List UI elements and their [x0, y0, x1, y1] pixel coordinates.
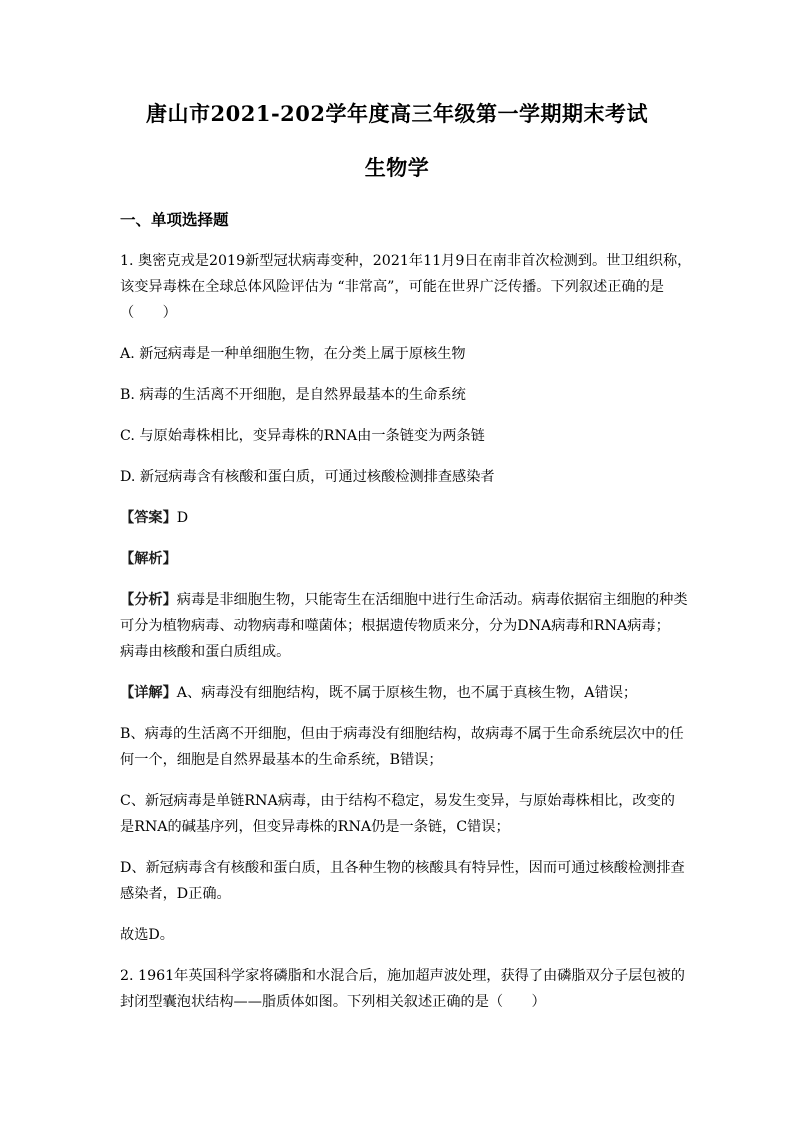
xiangjie-text-a: A、病毒没有细胞结构，既不属于原核生物，也不属于真核生物，A错误；: [176, 685, 638, 701]
q2-stem-line-1: 2. 1961年英国科学家将磷脂和水混合后，施加超声波处理，获得了由磷脂双分子层包被的: [120, 968, 685, 984]
exam-title: 唐山市2021-202学年度高三年级第一学期期末考试: [146, 101, 648, 126]
q1-option-d: D. 新冠病毒含有核酸和蛋白质，可通过核酸检测排查感染者: [120, 469, 495, 485]
q1-conclusion: 故选D。: [120, 927, 174, 943]
q1-option-b: B. 病毒的生活离不开细胞，是自然界最基本的生命系统: [120, 387, 466, 403]
xiangjie-tag: 【详解】: [120, 685, 177, 701]
fenxi-text-1: 病毒是非细胞生物，只能寄生在活细胞中进行生命活动。病毒依据宿主细胞的种类: [176, 592, 688, 608]
fenxi-line-3: 病毒由核酸和蛋白质组成。: [120, 644, 291, 660]
q1-answer: [120, 508, 188, 528]
q1-option-a: A. 新冠病毒是一种单细胞生物，在分类上属于原核生物: [120, 346, 466, 362]
answer-value: D: [176, 510, 189, 526]
q2-stem-line-2: 封闭型囊泡状结构——脂质体如图。下列相关叙述正确的是（ ）: [120, 994, 546, 1010]
section-heading: 一、单项选择题: [120, 210, 229, 229]
xiangjie-line-b2: 何一个，细胞是自然界最基本的生命系统，B错误；: [120, 752, 443, 768]
q1-stem-line-2: 该变异毒株在全球总体风险评估为 “非常高”，可能在世界广泛传播。下列叙述正确的是: [120, 279, 664, 295]
fenxi-line-2: 可分为植物病毒、动物病毒和噬菌体；根据遗传物质来分，分为DNA病毒和RNA病毒；: [120, 618, 670, 634]
analysis-tag: 【解析】: [120, 551, 177, 567]
exam-subject: 生物学: [364, 155, 430, 180]
xiangjie-line-b1: B、病毒的生活离不开细胞，但由于病毒没有细胞结构，故病毒不属于生命系统层次中的任: [120, 726, 684, 742]
q1-stem-line-3: （ ）: [120, 305, 177, 321]
xiangjie-line-c1: C、新冠病毒是单链RNA病毒，由于结构不稳定，易发生变异，与原始毒株相比，改变的: [120, 793, 675, 809]
answer-tag: 【答案】: [120, 510, 177, 526]
fenxi-line-1: [120, 590, 688, 610]
analysis-heading: [120, 549, 177, 569]
xiangjie-line-c2: 是RNA的碱基序列，但变异毒株的RNA仍是一条链，C错误；: [120, 819, 510, 835]
xiangjie-line-d2: 感染者，D正确。: [120, 886, 231, 902]
q1-option-c: C. 与原始毒株相比，变异毒株的RNA由一条链变为两条链: [120, 428, 485, 444]
q1-stem-line-1: 1. 奥密克戎是2019新型冠状病毒变种，2021年11月9日在南非首次检测到。世卫组织称，: [120, 253, 692, 269]
xiangjie-line-a: [120, 683, 637, 703]
xiangjie-line-d1: D、新冠病毒含有核酸和蛋白质，且各种生物的核酸具有特异性，因而可通过核酸检测排查: [120, 860, 685, 876]
fenxi-tag: 【分析】: [120, 592, 177, 608]
